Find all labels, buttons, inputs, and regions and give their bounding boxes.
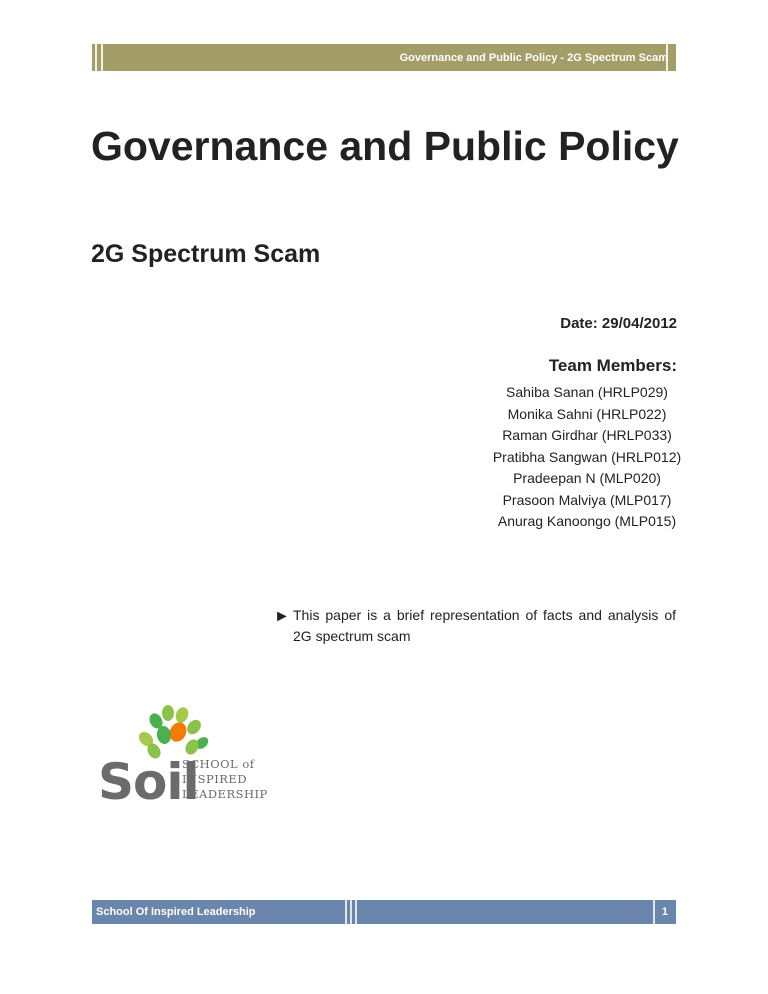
logo-school-name <box>182 757 268 802</box>
header-stripe <box>95 44 97 71</box>
document-subtitle: 2G Spectrum Scam <box>91 240 321 268</box>
running-header-bar <box>92 44 676 71</box>
footer-institution: School Of Inspired Leadership <box>96 906 256 918</box>
footer-stripe <box>350 900 352 924</box>
footer-stripe <box>345 900 347 924</box>
footer-stripe <box>653 900 655 924</box>
right-triangle-bullet-icon: ► <box>274 608 290 625</box>
document-title: Governance and Public Policy <box>91 123 679 169</box>
logo-wordmark: Soil <box>98 753 199 811</box>
abstract-text: This paper is a brief representation of facts and analysis of 2G spectrum scam <box>293 607 676 644</box>
team-member: Pratibha Sangwan (HRLP012) <box>492 448 682 465</box>
team-member: Pradeepan N (MLP020) <box>513 470 661 486</box>
school-logo <box>96 705 286 810</box>
team-members-heading: Team Members: <box>548 356 677 375</box>
team-members-list <box>357 382 682 533</box>
abstract-block <box>274 605 676 647</box>
footer-bar <box>92 900 676 924</box>
page-number: 1 <box>661 906 668 918</box>
team-member: Anurag Kanoongo (MLP015) <box>497 513 677 529</box>
document-date: Date: 29/04/2012 <box>560 315 677 332</box>
team-member: Raman Girdhar (HRLP033) <box>502 427 672 443</box>
running-header-title: Governance and Public Policy - 2G Spectrum Scam <box>399 52 668 64</box>
footer-stripe <box>355 900 357 924</box>
logo-line: INSPIRED <box>182 772 248 786</box>
header-stripe <box>101 44 103 71</box>
team-member: Sahiba Sanan (HRLP029) <box>506 384 668 400</box>
logo-line: LEADERSHIP <box>182 787 268 801</box>
team-member: Prasoon Malviya (MLP017) <box>502 491 672 508</box>
team-member: Monika Sahni (HRLP022) <box>507 405 667 422</box>
logo-line: SCHOOL of <box>182 757 255 771</box>
